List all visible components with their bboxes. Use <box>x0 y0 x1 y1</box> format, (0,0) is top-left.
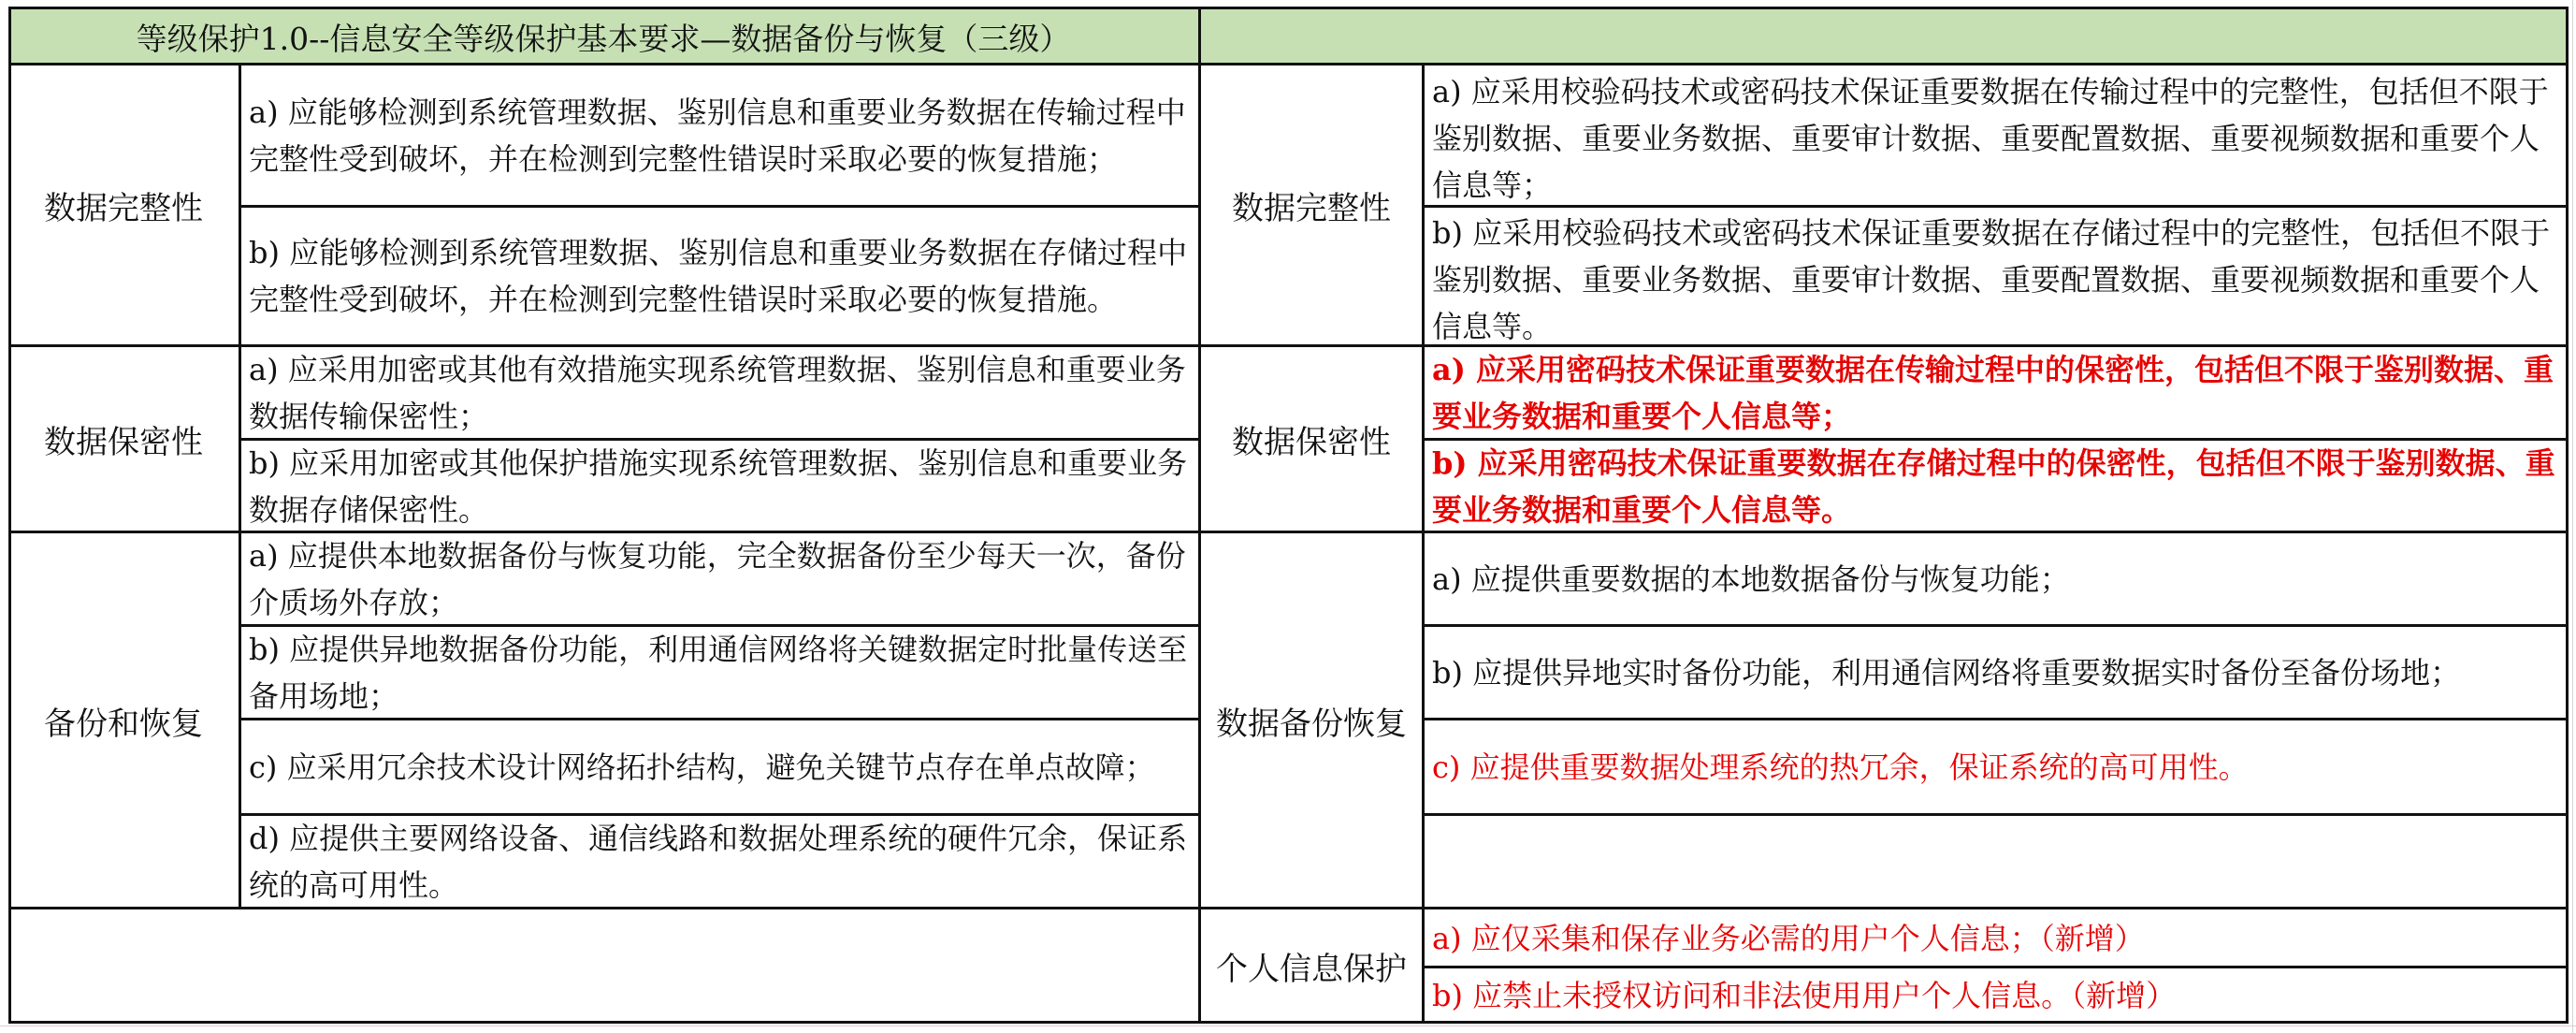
right-personal-item-a: a) 应仅采集和保存业务必需的用户个人信息；（新增） <box>1432 920 2145 956</box>
border-line <box>1422 63 1425 1024</box>
left-backup-item-c: c) 应采用冗余技术设计网络拓扑结构，避免关键节点存在单点故障； <box>249 749 1155 785</box>
border-line <box>239 438 1201 441</box>
border-line <box>239 63 241 909</box>
left-backup-item-d: d) 应提供主要网络设备、通信线路和数据处理系统的硬件冗余，保证系统的高可用性。 <box>249 821 1188 903</box>
border-line <box>239 205 1201 208</box>
border-line <box>1422 813 2569 816</box>
border-line <box>1422 205 2569 208</box>
right-confidentiality-item-a: a) 应采用密码技术保证重要数据在传输过程中的保密性，包括但不限于鉴别数据、重要业务数据和重要个人信息等； <box>1432 352 2554 434</box>
sheet-gridline <box>2572 0 2573 1033</box>
right-backup-item-b: b) 应提供异地实时备份功能，利用通信网络将重要数据实时备份至备份场地； <box>1432 655 2461 691</box>
left-integrity-item-a: a) 应能够检测到系统管理数据、鉴别信息和重要业务数据在传输过程中完整性受到破坏，并在检测到完整性错误时采取必要的恢复措施； <box>249 94 1186 177</box>
left-label-backup: 备份和恢复 <box>44 705 203 743</box>
border-line <box>1422 718 2569 720</box>
left-confidentiality-item-b: b) 应采用加密或其他保护措施实现系统管理数据、鉴别信息和重要业务数据存储保密性。 <box>249 444 1188 528</box>
border-line <box>239 718 1201 720</box>
header-left-title: 等级保护1.0--信息安全等级保护基本要求—数据备份与恢复（三级） <box>8 9 1198 65</box>
border-line <box>8 7 2569 9</box>
right-integrity-item-a: a) 应采用校验码技术或密码技术保证重要数据在传输过程中的完整性，包括但不限于鉴别数据、重要业务数据、重要审计数据、重要配置数据、重要视频数据和重要个人信息等； <box>1432 74 2549 203</box>
border-line <box>8 344 2569 347</box>
right-confidentiality-item-b: b) 应采用密码技术保证重要数据在存储过程中的保密性，包括但不限于鉴别数据、重要业务数据和重要个人信息等。 <box>1432 444 2555 528</box>
border-line <box>1422 966 2569 968</box>
border-line <box>8 63 2569 65</box>
right-label-backup: 数据备份恢复 <box>1216 705 1407 743</box>
right-label-confidentiality: 数据保密性 <box>1232 424 1391 461</box>
border-line <box>2566 7 2569 1024</box>
right-label-integrity: 数据完整性 <box>1232 190 1391 227</box>
right-backup-item-a: a) 应提供重要数据的本地数据备份与恢复功能； <box>1432 561 2070 597</box>
right-personal-item-b: b) 应禁止未授权访问和非法使用用户个人信息。（新增） <box>1432 977 2177 1013</box>
border-line <box>1422 438 2569 441</box>
left-label-integrity: 数据完整性 <box>44 190 203 227</box>
border-line <box>1198 7 1201 1024</box>
left-confidentiality-item-a: a) 应采用加密或其他有效措施实现系统管理数据、鉴别信息和重要业务数据传输保密性； <box>249 352 1186 434</box>
left-backup-item-a: a) 应提供本地数据备份与恢复功能，完全数据备份至少每天一次，备份介质场外存放； <box>249 538 1186 620</box>
right-integrity-item-b: b) 应采用校验码技术或密码技术保证重要数据在存储过程中的完整性，包括但不限于鉴别数据、重要业务数据、重要审计数据、重要配置数据、重要视频数据和重要个人信息等。 <box>1432 215 2551 344</box>
left-backup-item-b: b) 应提供异地数据备份功能，利用通信网络将关键数据定时批量传送至备用场地； <box>249 632 1188 714</box>
border-line <box>8 7 11 1024</box>
border-line <box>239 624 1201 627</box>
border-line <box>8 1021 2569 1024</box>
border-line <box>8 531 2569 533</box>
left-integrity-item-b: b) 应能够检测到系统管理数据、鉴别信息和重要业务数据在存储过程中完整性受到破坏，并在检测到完整性错误时采取必要的恢复措施。 <box>249 235 1188 317</box>
header-right-title <box>1201 9 2566 65</box>
right-backup-item-c: c) 应提供重要数据处理系统的热冗余，保证系统的高可用性。 <box>1432 749 2249 785</box>
right-backup-item-d <box>1425 815 2566 909</box>
border-line <box>1422 624 2569 627</box>
right-label-personal-info: 个人信息保护 <box>1216 950 1407 988</box>
left-label-confidentiality: 数据保密性 <box>44 424 203 461</box>
border-line <box>239 813 1201 816</box>
border-line <box>8 907 2569 909</box>
